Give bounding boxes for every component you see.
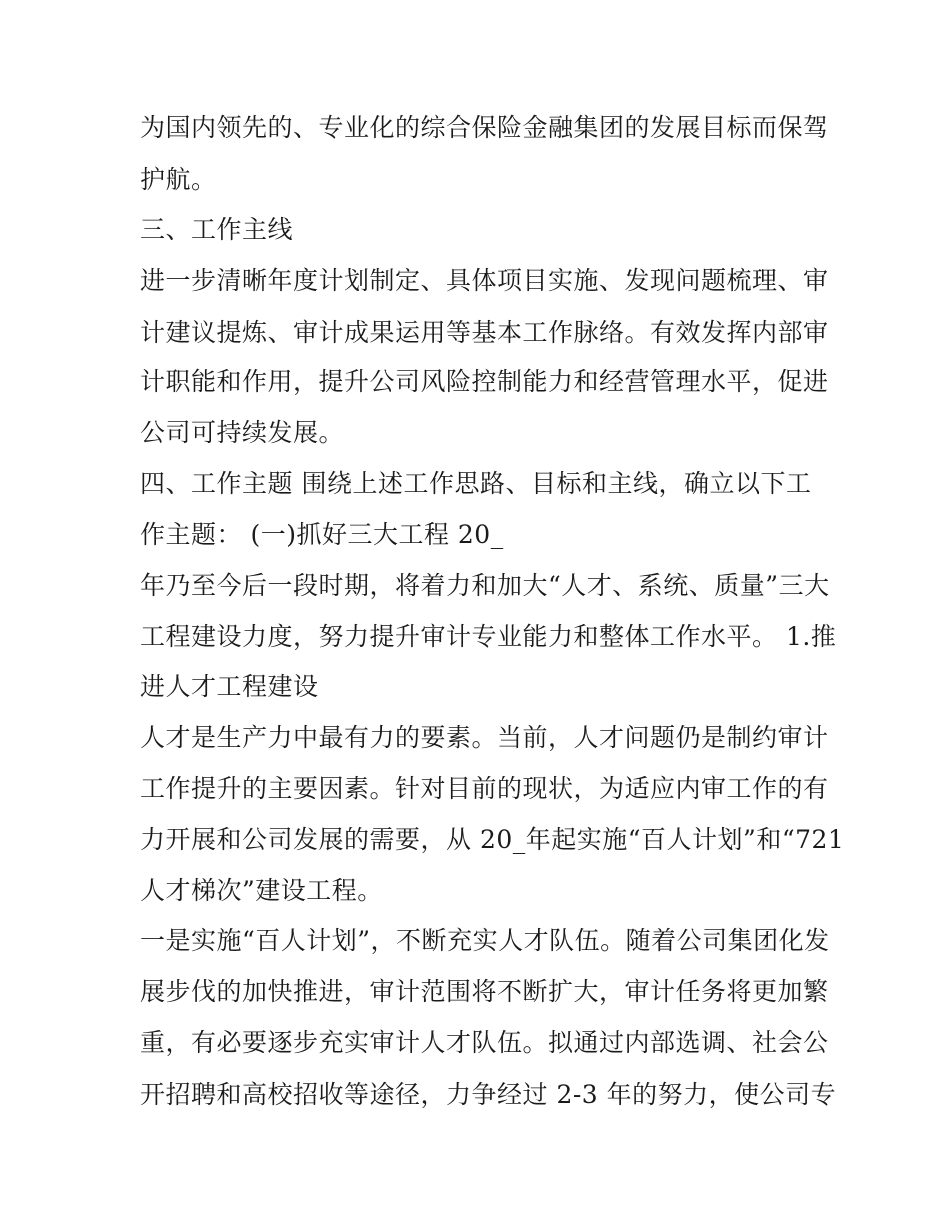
text-line: 人才梯次”建设工程。 bbox=[140, 876, 383, 905]
text-line: 计职能和作用，提升公司风险控制能力和经营管理水平，促进 bbox=[140, 367, 829, 396]
text-line: 计建议提炼、审计成果运用等基本工作脉络。有效发挥内部审 bbox=[140, 318, 829, 347]
text-line: 开招聘和高校招收等途径，力争经过 2-3 年的努力，使公司专 bbox=[140, 1080, 837, 1109]
text-line: 工作提升的主要因素。针对目前的现状，为适应内审工作的有 bbox=[140, 774, 829, 803]
text-line: 进一步清晰年度计划制定、具体项目实施、发现问题梳理、审 bbox=[140, 266, 829, 295]
text-line: 护航。 bbox=[140, 165, 217, 194]
section-heading: 四、工作主题 围绕上述工作思路、目标和主线，确立以下工 bbox=[140, 469, 812, 498]
text-line: 公司可持续发展。 bbox=[140, 418, 345, 447]
text-line: 作主题： (一)抓好三大工程 20_ bbox=[140, 520, 504, 549]
text-line: 展步伐的加快推进，审计范围将不断扩大，审计任务将更加繁 bbox=[140, 977, 829, 1006]
text-line: 为国内领先的、专业化的综合保险金融集团的发展目标而保驾 bbox=[140, 113, 829, 142]
text-line: 年乃至今后一段时期，将着力和加大“人才、系统、质量”三大 bbox=[140, 571, 830, 600]
text-line: 人才是生产力中最有力的要素。当前，人才问题仍是制约审计 bbox=[140, 723, 829, 752]
text-line: 力开展和公司发展的需要，从 20_年起实施“百人计划”和“721 bbox=[140, 825, 845, 854]
text-line: 重，有必要逐步充实审计人才队伍。拟通过内部选调、社会公 bbox=[140, 1028, 829, 1057]
text-line: 工程建设力度，努力提升审计专业能力和整体工作水平。 1.推 bbox=[140, 622, 837, 651]
section-heading: 三、工作主线 bbox=[140, 215, 294, 244]
text-line: 进人才工程建设 bbox=[140, 672, 319, 701]
text-line: 一是实施“百人计划”，不断充实人才队伍。随着公司集团化发 bbox=[140, 926, 830, 955]
